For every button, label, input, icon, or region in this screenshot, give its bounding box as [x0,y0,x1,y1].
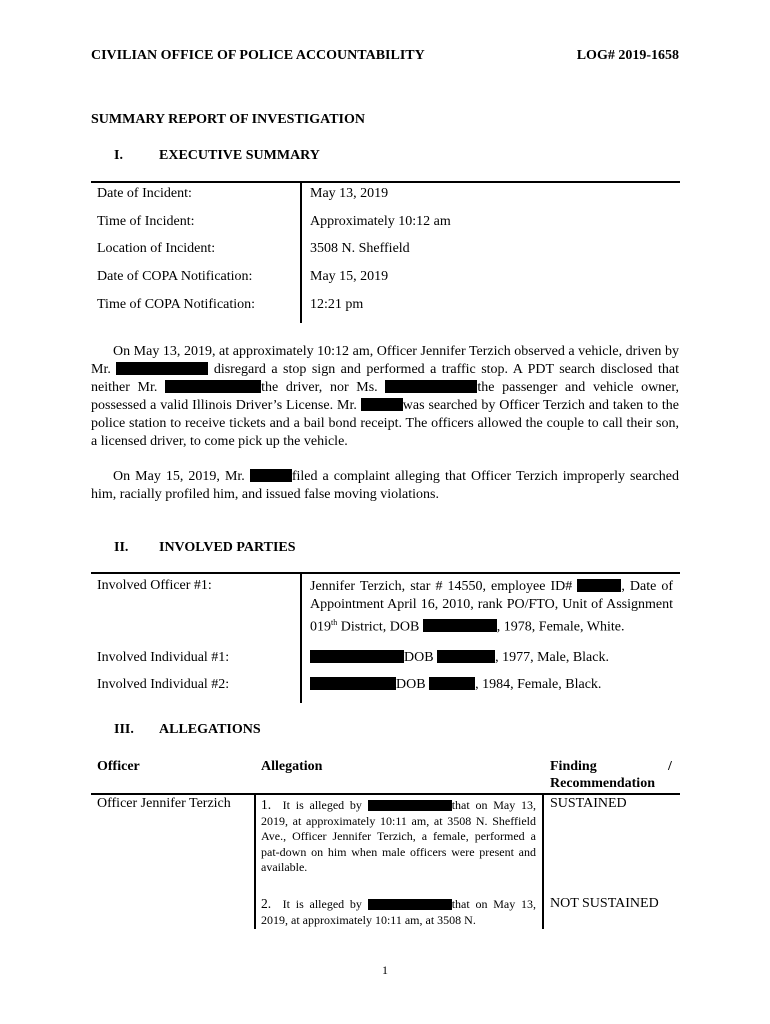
incident-value-date: May 13, 2019 [310,186,389,201]
allegations-left-divider [254,794,256,929]
redaction [310,650,404,663]
allegation-1-finding: SUSTAINED [550,796,627,811]
redaction [437,650,495,663]
allegation-1-text [261,797,536,876]
redaction [250,469,292,482]
incident-value-location: 3508 N. Sheffield [310,241,410,256]
summary-paragraph-1 [91,343,679,451]
redaction [165,380,261,393]
allegations-table-rule [91,793,680,795]
col-finding-header: Finding [550,759,597,774]
incident-label-copa-time: Time of COPA Notification: [97,297,256,312]
section-2-number: II. [114,540,129,555]
allegation-officer-name: Officer Jennifer Terzich [97,796,231,811]
summary-2-part-b: filed a complaint alleging that Officer Terzich improperly searched him, racially profiled him, and issued false moving violations. [91,469,679,502]
redaction [361,398,403,411]
redaction [368,800,452,811]
summary-1-part-a: On May 13, 2019, at approximately 10:12 am, Officer Jennifer Terzich observed a vehicle, driven by Mr. [91,344,679,377]
individual-1-dob-label: DOB [404,650,434,665]
section-1-title: EXECUTIVE SUMMARY [159,148,320,163]
officer-label: Involved Officer #1: [97,578,212,593]
officer-details-part-a: Jennifer Terzich, star # 14550, employee ID# [310,579,573,594]
col-allegation-header: Allegation [261,759,323,774]
officer-details [310,578,673,636]
redaction [385,380,477,393]
incident-table-divider [300,182,302,323]
allegations-right-divider [542,794,544,929]
allegation-2-lead: It is alleged by [282,897,362,911]
incident-label-location: Location of Incident: [97,241,216,256]
incident-label-time: Time of Incident: [97,214,195,229]
summary-1-part-d: the passenger and vehicle owner, possessed a valid Illinois Driver’s License. Mr. [91,380,679,413]
log-number: LOG# 2019-1658 [576,48,679,63]
section-3-number: III. [114,722,134,737]
page-number: 1 [382,963,388,977]
officer-details-part-b: , Date of Appointment April 16, 2010, rank PO/FTO, Unit of Assignment 019 [310,579,674,635]
individual-1-info: , 1977, Male, Black. [495,650,609,665]
section-3-title: ALLEGATIONS [159,722,261,737]
individual-2-dob-label: DOB [396,677,426,692]
allegation-2-body: that on May 13, 2019, at approximately 10:11 am, at 3508 N. [261,897,536,927]
parties-table-divider [300,573,302,703]
incident-value-time: Approximately 10:12 am [310,214,451,229]
incident-table-top-rule [91,181,680,183]
summary-paragraph-2 [91,468,679,504]
allegation-2-text [261,896,536,928]
allegation-2-number: 2. [261,896,272,911]
individual-1-details [310,650,609,666]
summary-1-part-b: disregard a stop sign and performed a traffic stop. A PDT search disclosed that neither Mr. [91,362,680,395]
summary-1-part-c: the driver, nor Ms. [261,380,378,395]
col-officer-header: Officer [97,759,140,774]
individual-2-label: Involved Individual #2: [97,677,230,692]
incident-value-copa-date: May 15, 2019 [310,269,389,284]
allegation-1-number: 1. [261,797,272,812]
allegation-1-body: that on May 13, 2019, at approximately 10:11 am, at 3508 N. Sheffield Ave., Officer Jennifer Terzich, a female, performed a pat-down on him when male officers were present and available. [261,798,536,875]
ordinal-suffix: th [331,617,338,627]
redaction [116,362,208,375]
report-title: SUMMARY REPORT OF INVESTIGATION [91,112,365,127]
officer-details-part-d: , 1978, Female, White. [496,619,625,635]
col-finding-slash: / [668,759,672,774]
incident-label-date: Date of Incident: [97,186,192,201]
section-1-number: I. [114,148,123,163]
redaction [368,899,452,910]
redaction [429,677,475,690]
individual-2-info: , 1984, Female, Black. [475,677,602,692]
redaction [577,579,621,592]
col-recommendation-header: Recommendation [550,776,655,791]
agency-header: CIVILIAN OFFICE OF POLICE ACCOUNTABILITY [91,48,425,63]
officer-details-part-c: District, DOB [337,619,420,635]
summary-2-part-a: On May 15, 2019, Mr. [113,469,245,484]
redaction [423,619,497,632]
allegation-1-lead: It is alleged by [282,798,362,812]
incident-label-copa-date: Date of COPA Notification: [97,269,253,284]
allegation-2-finding: NOT SUSTAINED [550,896,659,911]
redaction [310,677,396,690]
summary-1-part-e: was searched by Officer Terzich and taken to the police station to receive tickets and a bail bond receipt. The officers allowed the couple to call their son, a licensed driver, to come pick up the vehicle. [91,398,679,449]
parties-table-top-rule [91,572,680,574]
individual-1-label: Involved Individual #1: [97,650,230,665]
individual-2-details [310,677,601,693]
incident-value-copa-time: 12:21 pm [310,297,364,312]
section-2-title: INVOLVED PARTIES [159,540,296,555]
